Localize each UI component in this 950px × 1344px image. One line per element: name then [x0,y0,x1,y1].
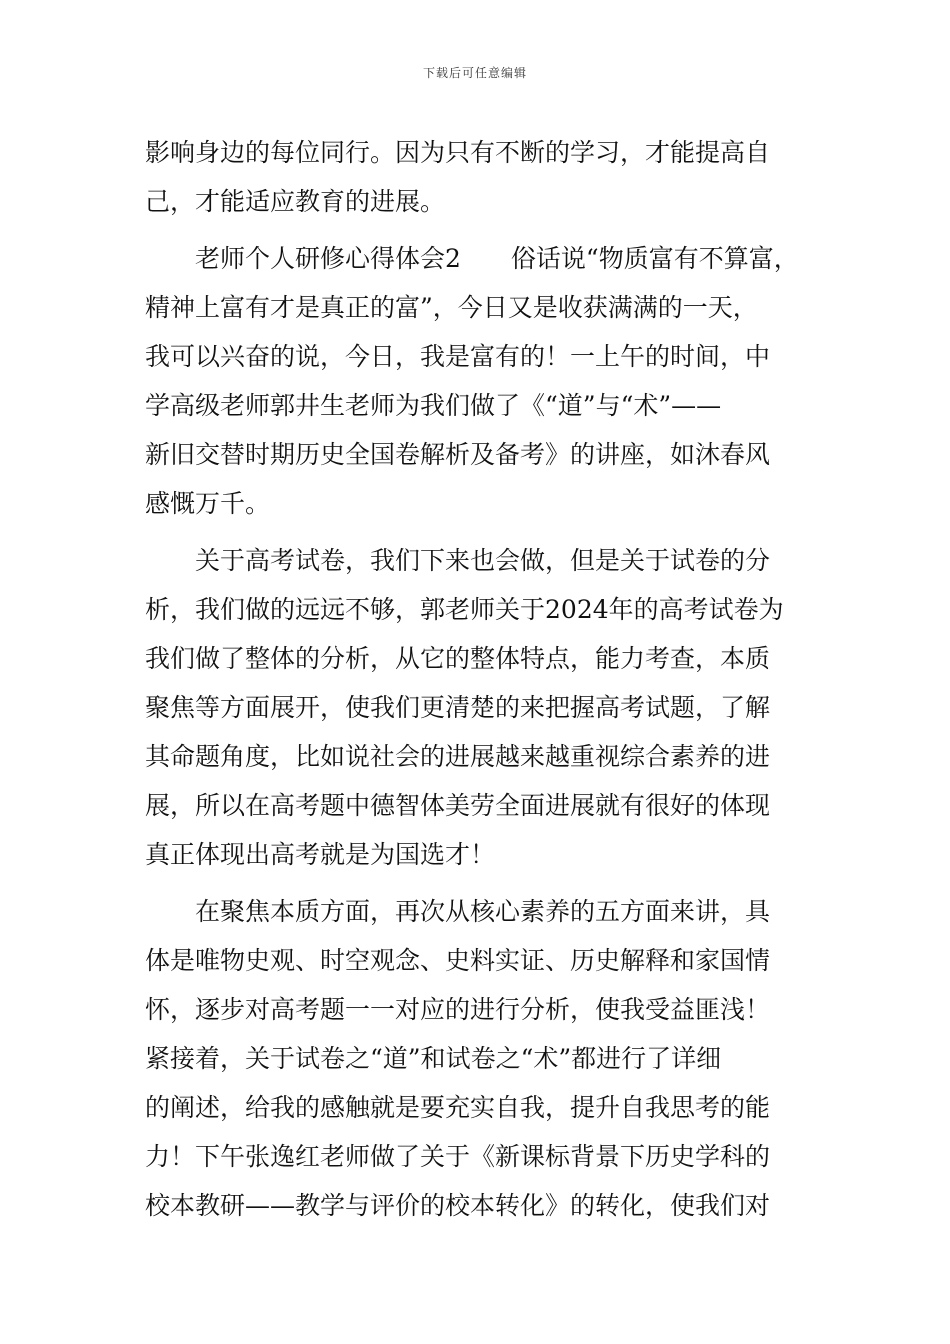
text-line: 精神上富有才是真正的富”，今日又是收获满满的一天， [145,293,758,322]
document-body [145,128,810,1230]
text-line: 紧接着，关于试卷之“道”和试卷之“术”都进行了详细 [145,1044,722,1073]
text-line: 展，所以在高考题中德智体美劳全面进展就有很好的体现 [145,791,771,820]
paragraph-2 [145,234,810,528]
paragraph-1 [145,128,810,226]
text-line: 体是唯物史观、时空观念、史料实证、历史解释和家国情 [145,946,771,975]
text-line: 己，才能适应教育的进展。 [145,187,446,216]
text-line: 我可以兴奋的说，今日，我是富有的！一上午的时间，中 [145,342,771,371]
text-line: 校本教研——教学与评价的校本转化》的转化，使我们对 [145,1191,771,1220]
text-line: 聚焦等方面展开，使我们更清楚的来把握高考试题，了解 [145,693,771,722]
text-line: 影响身边的每位同行。因为只有不断的学习，才能提高自 [145,138,771,167]
paragraph-4 [145,887,810,1230]
text-line: 学高级老师郭井生老师为我们做了《“道”与“术”—— [145,391,722,420]
text-line: 在聚焦本质方面，再次从核心素养的五方面来讲，具 [145,897,771,926]
text-line: 其命题角度，比如说社会的进展越来越重视综合素养的进 [145,742,771,771]
text-line: 我们做了整体的分析，从它的整体特点，能力考查，本质 [145,644,771,673]
text-line: 关于高考试卷，我们下来也会做，但是关于试卷的分 [145,546,771,575]
page-header: 下载后可任意编辑 [422,66,527,80]
text-line: 老师个人研修心得体会2 俗话说“物质富有不算富， [145,244,799,273]
text-line: 怀，逐步对高考题一一对应的进行分析，使我受益匪浅！ [145,995,771,1024]
text-line: 析，我们做的远远不够，郭老师关于2024年的高考试卷为 [145,595,784,624]
text-line: 感慨万千。 [145,489,271,518]
text-line: 新旧交替时期历史全国卷解析及备考》的讲座，如沐春风 [145,440,771,469]
text-line: 力！下午张逸红老师做了关于《新课标背景下历史学科的 [145,1142,771,1171]
text-line: 的阐述，给我的感触就是要充实自我，提升自我思考的能 [145,1093,771,1122]
text-line: 真正体现出高考就是为国选才！ [145,840,496,869]
paragraph-3 [145,536,810,879]
